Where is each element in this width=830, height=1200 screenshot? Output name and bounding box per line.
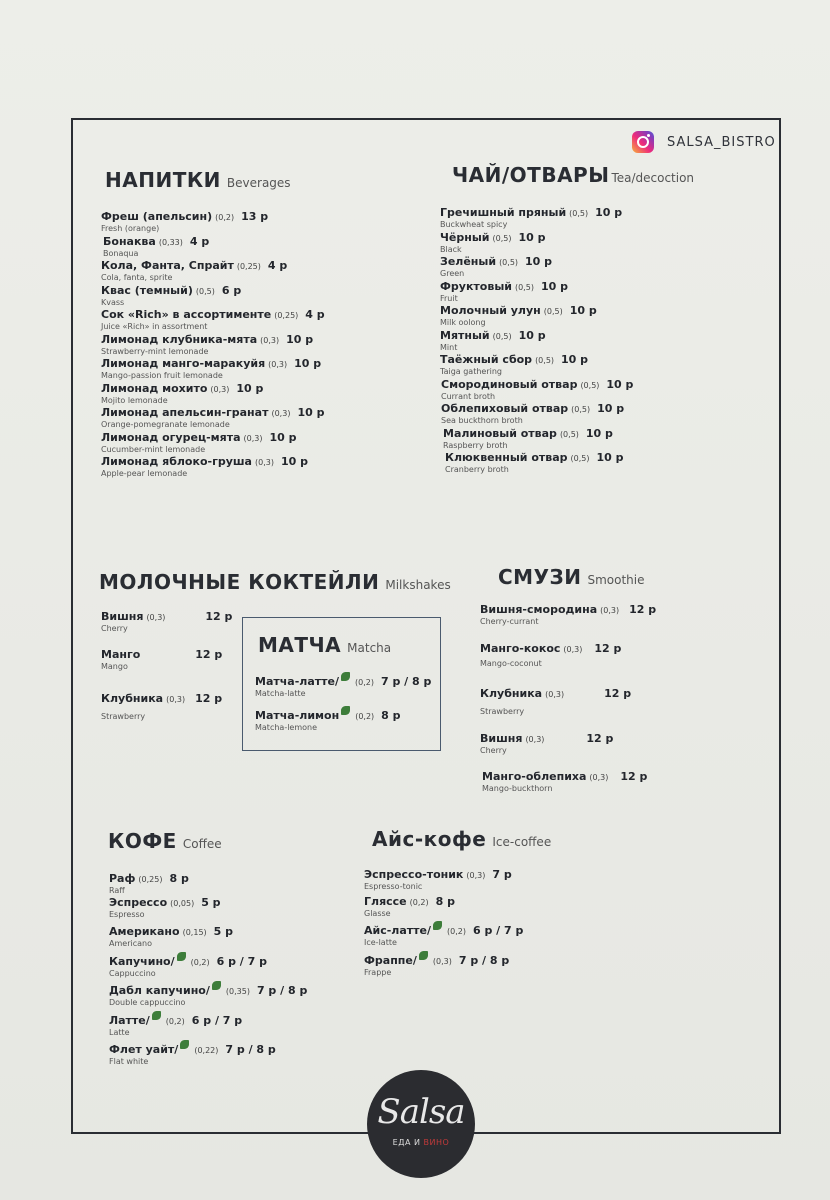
- item-name: Вишня: [101, 610, 144, 623]
- item-name: Лимонад мохито: [101, 381, 208, 395]
- leaf-icon: [152, 1011, 161, 1020]
- coffee-item: [109, 981, 307, 1008]
- item-english: Juice «Rich» in assortment: [101, 322, 208, 331]
- item-price: 6 р / 7 р: [216, 955, 267, 968]
- item-price: 12 р: [586, 732, 614, 745]
- item-volume: (0,2): [447, 927, 466, 936]
- item-volume: (0,22): [194, 1046, 219, 1055]
- item-volume: (0,5): [195, 286, 215, 296]
- item-english: Orange-pomegranate lemonade: [101, 420, 230, 429]
- item-name: Молочный улун: [440, 304, 541, 317]
- item-price: 12 р: [205, 610, 233, 623]
- item-price: 12 р: [629, 603, 657, 616]
- item-volume: (0,2): [190, 958, 210, 967]
- icecoffee-item: [364, 866, 512, 892]
- tea-item: [443, 425, 613, 451]
- smoothie-item: [480, 601, 656, 627]
- leaf-icon: [433, 921, 442, 930]
- item-price: 7 р: [492, 868, 512, 881]
- item-volume: (0,3): [268, 360, 288, 369]
- item-english: Cola, fanta, sprite: [101, 273, 173, 282]
- icecoffee-item: [364, 951, 509, 978]
- item-price: 10 р: [286, 332, 314, 346]
- item-price: 10 р: [525, 255, 553, 268]
- coffee-item: [109, 952, 267, 979]
- item-english: Espresso: [109, 910, 145, 919]
- item-volume: (0,3): [243, 433, 263, 443]
- coffee-item: [109, 923, 233, 949]
- logo-subtitle: ЕДА И ВИНО: [392, 1138, 450, 1147]
- beverages-item: [101, 429, 297, 455]
- item-volume: (0,3): [545, 690, 565, 699]
- item-price: 10 р: [569, 304, 597, 317]
- beverages-item: [101, 404, 324, 430]
- item-volume: (0,2): [355, 712, 375, 721]
- item-volume: (0,5): [580, 380, 600, 390]
- item-name: Бонаква: [103, 234, 156, 248]
- coffee-item: [109, 870, 189, 896]
- item-english: Currant broth: [441, 391, 496, 401]
- item-volume: (0,25): [274, 311, 299, 320]
- item-name: Флет уайт/: [109, 1043, 179, 1056]
- item-volume: (0,3): [210, 384, 230, 394]
- item-name: Лимонад манго-маракуйя: [101, 357, 266, 370]
- section-title-milkshakes: МОЛОЧНЫЕ КОКТЕЙЛИ Milkshakes: [99, 570, 451, 594]
- item-volume: (0,5): [499, 258, 519, 267]
- item-english: Buckwheat spicy: [440, 220, 508, 229]
- item-price: 8 р: [435, 895, 455, 908]
- leaf-icon: [180, 1040, 189, 1049]
- item-volume: (0,5): [571, 405, 591, 414]
- item-name: Малиновый отвар: [443, 426, 557, 440]
- item-volume: (0,5): [492, 233, 512, 243]
- item-price: 4 р: [189, 234, 210, 248]
- beverages-item: [101, 257, 287, 283]
- item-price: 10 р: [596, 451, 624, 464]
- beverages-item: [101, 306, 325, 332]
- item-name: Манго-кокос: [480, 642, 561, 655]
- item-name: Эспрессо-тоник: [364, 868, 464, 881]
- item-volume: (0,3): [260, 335, 280, 345]
- milkshakes-item: [101, 646, 222, 672]
- item-price: 12 р: [195, 648, 223, 661]
- section-title-beverages: НАПИТКИ Beverages: [105, 168, 291, 192]
- leaf-icon: [341, 706, 350, 715]
- item-volume: (0,2): [165, 1017, 185, 1026]
- item-name: Облепиховый отвар: [441, 402, 569, 415]
- item-price: 10 р: [236, 381, 264, 395]
- item-name: Айс-латте/: [364, 924, 432, 937]
- item-volume: (0,5): [492, 331, 512, 341]
- item-english: Apple-pear lemonade: [101, 469, 188, 478]
- tea-item: [440, 204, 622, 230]
- tea-item: [441, 376, 633, 402]
- item-name: Смородиновый отвар: [441, 377, 578, 391]
- coffee-item: [109, 894, 221, 920]
- item-price: 4 р: [305, 308, 325, 321]
- item-name: Дабл капучино/: [109, 984, 210, 997]
- item-english: Espresso-tonic: [364, 882, 423, 891]
- instagram-handle: SALSA_BISTRO: [667, 134, 776, 150]
- item-price: 12 р: [594, 642, 622, 655]
- item-english: Raff: [109, 886, 125, 895]
- item-name: Клубника: [101, 692, 164, 705]
- item-volume: (0,3): [589, 773, 609, 782]
- item-price: 10 р: [595, 206, 623, 219]
- matcha-item: [255, 706, 401, 733]
- item-english: Fresh (orange): [101, 224, 160, 233]
- item-name: Фреш (апельсин): [101, 210, 213, 223]
- item-english: Black: [440, 244, 462, 254]
- matcha-item: [255, 672, 431, 699]
- item-english: Bonaqua: [103, 248, 139, 258]
- beverages-item: [101, 208, 268, 234]
- item-english: Double cappuccino: [109, 998, 186, 1007]
- item-volume: (0,25): [236, 262, 261, 271]
- item-price: 10 р: [280, 455, 308, 468]
- item-volume: (0,3): [146, 613, 166, 622]
- item-volume: (0,2): [355, 678, 374, 687]
- coffee-item: [109, 1040, 276, 1067]
- item-english: Mango-buckthorn: [482, 784, 553, 793]
- item-volume: (0,3): [432, 957, 452, 966]
- item-price: 10 р: [561, 353, 589, 366]
- item-volume: (0,15): [182, 928, 207, 937]
- item-english: Matcha-latte: [255, 689, 306, 698]
- item-english: Strawberry: [101, 712, 146, 721]
- leaf-icon: [341, 672, 350, 681]
- beverages-item: [101, 282, 241, 308]
- item-price: 5 р: [213, 925, 234, 938]
- item-english: Kvass: [101, 297, 125, 307]
- leaf-icon: [212, 981, 221, 990]
- beverages-item: [101, 453, 308, 479]
- item-volume: (0,2): [409, 898, 429, 907]
- item-name: Капучино/: [109, 955, 175, 968]
- item-name: Лимонад клубника-мята: [101, 332, 258, 346]
- item-english: Cranberry broth: [445, 465, 509, 474]
- item-volume: (0,3): [600, 606, 620, 615]
- item-name: Гречишный пряный: [440, 206, 567, 219]
- coffee-item: [109, 1011, 242, 1038]
- item-name: Матча-лимон: [255, 709, 340, 722]
- item-english: Matcha-lemone: [255, 723, 318, 732]
- item-english: Fruit: [440, 293, 458, 303]
- item-english: Americano: [109, 939, 152, 948]
- section-title-smoothie: СМУЗИ Smoothie: [498, 565, 645, 589]
- item-name: Квас (темный): [101, 283, 193, 297]
- item-english: Cherry: [480, 746, 507, 755]
- item-volume: (0,2): [215, 213, 235, 222]
- item-price: 8 р: [381, 709, 401, 722]
- item-english: Latte: [109, 1028, 130, 1037]
- section-title-icecoffee: Айс-кофе Ice-coffee: [372, 827, 552, 851]
- milkshakes-item: [101, 608, 232, 634]
- beverages-item: [103, 233, 209, 259]
- item-price: 12 р: [604, 687, 632, 700]
- item-price: 4 р: [267, 259, 288, 272]
- instagram-badge[interactable]: [632, 131, 776, 153]
- item-volume: (0,3): [563, 645, 583, 654]
- item-name: Латте/: [109, 1014, 150, 1027]
- beverages-item: [101, 331, 313, 357]
- tea-item: [440, 278, 568, 304]
- item-price: 10 р: [540, 279, 568, 293]
- item-volume: (0,25): [138, 875, 163, 884]
- item-volume: (0,3): [271, 409, 291, 418]
- leaf-icon: [177, 952, 186, 961]
- item-name: Вишня-смородина: [480, 603, 598, 616]
- item-name: Сок «Rich» в ассортименте: [101, 308, 272, 321]
- item-name: Клубника: [480, 687, 543, 700]
- item-english: Mojito lemonade: [101, 395, 168, 405]
- item-price: 12 р: [195, 692, 223, 705]
- tea-item: [440, 351, 588, 377]
- item-volume: (0,05): [170, 899, 195, 908]
- item-price: 10 р: [294, 357, 322, 370]
- item-name: Манго-облепиха: [482, 770, 587, 783]
- item-english: Sea buckthorn broth: [441, 416, 523, 425]
- item-name: Эспрессо: [109, 896, 168, 909]
- item-english: Taiga gathering: [440, 367, 502, 376]
- item-volume: (0,35): [225, 987, 250, 996]
- smoothie-item: [482, 768, 647, 794]
- logo-script: Salsa: [377, 1092, 465, 1132]
- item-english: Flat white: [109, 1057, 149, 1066]
- beverages-item: [101, 355, 321, 381]
- item-price: 6 р / 7 р: [472, 924, 524, 937]
- item-volume: (0,33): [158, 237, 183, 247]
- item-name: Кола, Фанта, Спрайт: [101, 259, 234, 272]
- section-title-coffee: КОФЕ Coffee: [108, 829, 222, 853]
- item-volume: (0,3): [525, 735, 545, 744]
- salsa-logo: [367, 1070, 475, 1178]
- item-name: Таёжный сбор: [440, 353, 533, 366]
- item-english: Strawberry: [480, 707, 525, 716]
- item-volume: (0,3): [254, 458, 274, 467]
- item-english: Glasse: [364, 909, 391, 918]
- item-volume: (0,3): [166, 695, 186, 704]
- item-price: 10 р: [297, 406, 325, 419]
- item-volume: (0,5): [569, 209, 589, 218]
- tea-item: [441, 400, 624, 426]
- item-name: Вишня: [480, 732, 523, 745]
- item-price: 10 р: [585, 426, 613, 440]
- item-english: Mango-passion fruit lemonade: [101, 371, 223, 380]
- item-name: Лимонад огурец-мята: [101, 430, 241, 444]
- item-english: Cherry-currant: [480, 617, 539, 626]
- instagram-icon: [632, 131, 654, 153]
- item-volume: (0,3): [466, 871, 486, 880]
- item-english: Mint: [440, 342, 458, 352]
- item-price: 7 р / 8 р: [458, 954, 510, 967]
- smoothie-item: [480, 685, 631, 717]
- item-name: Мятный: [440, 328, 490, 342]
- item-price: 6 р / 7 р: [191, 1014, 243, 1027]
- section-title-tea: ЧАЙ/ОТВАРЫ Tea/decoction: [452, 163, 695, 187]
- item-name: Гляссе: [364, 895, 407, 908]
- item-name: Матча-латте/: [255, 675, 339, 688]
- item-price: 7 р / 8 р: [380, 675, 432, 688]
- item-price: 10 р: [606, 377, 634, 391]
- item-volume: (0,5): [543, 307, 563, 316]
- item-price: 10 р: [518, 328, 546, 342]
- item-price: 7 р / 8 р: [256, 984, 308, 997]
- tea-item: [440, 253, 552, 279]
- item-price: 12 р: [620, 770, 648, 783]
- item-volume: (0,5): [559, 429, 579, 439]
- item-name: Манго: [101, 648, 141, 661]
- item-price: 6 р: [221, 283, 242, 297]
- item-english: Strawberry-mint lemonade: [101, 346, 209, 356]
- item-price: 5 р: [201, 896, 221, 909]
- item-name: Зелёный: [440, 255, 497, 268]
- tea-item: [445, 449, 624, 475]
- smoothie-item: [480, 730, 613, 756]
- smoothie-item: [480, 640, 621, 669]
- item-price: 10 р: [597, 402, 625, 415]
- item-english: Frappe: [364, 968, 392, 977]
- item-english: Cherry: [101, 624, 128, 633]
- item-price: 8 р: [169, 872, 189, 885]
- item-english: Milk oolong: [440, 318, 486, 327]
- item-english: Green: [440, 269, 465, 278]
- item-name: Клюквенный отвар: [445, 451, 568, 464]
- item-english: Mango: [101, 662, 128, 671]
- item-name: Лимонад яблоко-груша: [101, 455, 252, 468]
- icecoffee-item: [364, 893, 455, 919]
- item-price: 10 р: [269, 430, 297, 444]
- milkshakes-item: [101, 690, 222, 722]
- item-price: 10 р: [518, 230, 546, 244]
- item-volume: (0,5): [514, 282, 534, 292]
- item-english: Mango-coconut: [480, 659, 542, 668]
- item-price: 13 р: [241, 210, 269, 223]
- item-english: Ice-latte: [364, 938, 397, 947]
- tea-item: [440, 229, 545, 255]
- item-name: Лимонад апельсин-гранат: [101, 406, 269, 419]
- item-english: Raspberry broth: [443, 440, 508, 450]
- beverages-item: [101, 380, 263, 406]
- item-volume: (0,5): [535, 356, 555, 365]
- item-name: Фраппе/: [364, 954, 417, 967]
- item-volume: (0,5): [570, 454, 590, 463]
- item-name: Раф: [109, 872, 136, 885]
- tea-item: [440, 327, 546, 353]
- item-english: Cucumber-mint lemonade: [101, 444, 206, 454]
- item-name: Американо: [109, 925, 180, 938]
- item-english: Cappuccino: [109, 969, 156, 978]
- leaf-icon: [419, 951, 428, 960]
- section-title-matcha: МАТЧА Matcha: [258, 633, 392, 657]
- item-name: Фруктовый: [440, 279, 512, 293]
- item-price: 7 р / 8 р: [225, 1043, 276, 1056]
- item-name: Чёрный: [440, 230, 490, 244]
- icecoffee-item: [364, 921, 523, 948]
- tea-item: [440, 302, 597, 328]
